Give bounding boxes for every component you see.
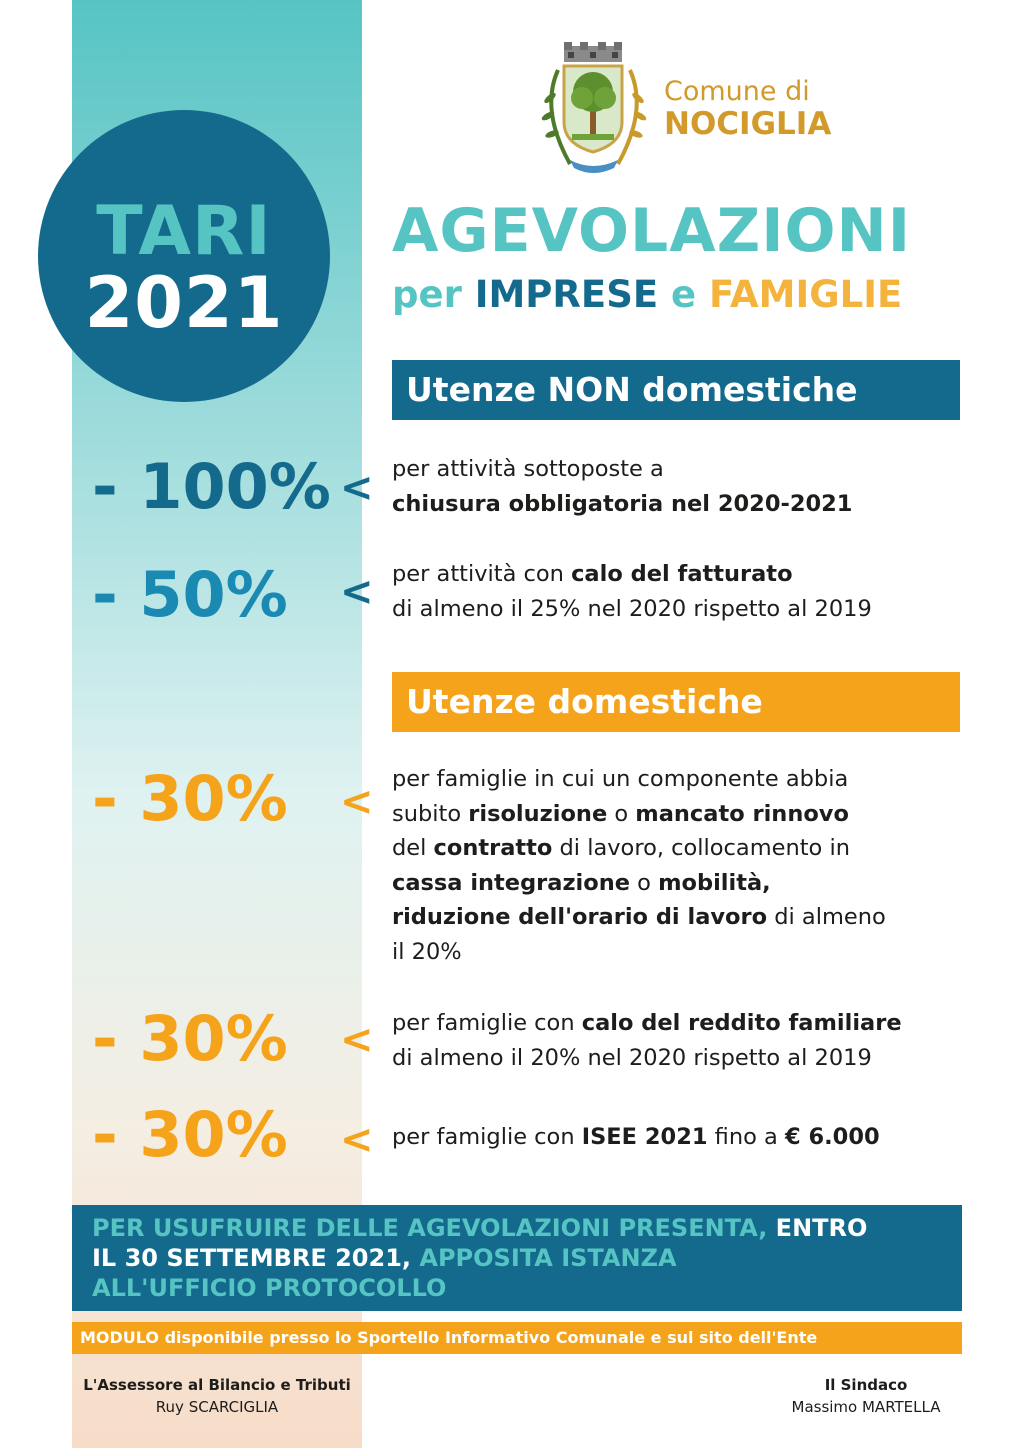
band-domestiche: Utenze domestiche [392, 672, 960, 732]
desc-text: fino a [707, 1124, 785, 1150]
modulo-notice [72, 1322, 962, 1354]
desc-bold: risoluzione [468, 800, 608, 827]
desc-line: per famiglie in cui un componente abbia [392, 766, 849, 792]
discount-50: - 50% [92, 558, 288, 631]
desc-bold: mobilità, [658, 869, 771, 896]
signature-name: Massimo MARTELLA [791, 1398, 941, 1416]
desc-30-employment [392, 762, 992, 969]
instructions-box [72, 1205, 962, 1311]
desc-50 [392, 557, 992, 626]
cta-text: ENTRO [767, 1214, 868, 1242]
cta-text: ALL'UFFICIO PROTOCOLLO [92, 1274, 447, 1302]
desc-bold: € 6.000 [784, 1124, 880, 1150]
page-subtitle [392, 272, 992, 318]
signature-role: L'Assessore al Bilancio e Tributi [83, 1376, 351, 1394]
subtitle-per: per [392, 273, 462, 316]
comune-logo [530, 40, 830, 180]
desc-bold: calo del reddito familiare [581, 1010, 902, 1036]
discount-30-employment: - 30% [92, 762, 288, 835]
desc-bold: contratto [433, 835, 553, 861]
desc-text: del [392, 835, 434, 861]
chevron-left-icon: < [340, 779, 374, 825]
desc-text: per famiglie con [392, 1010, 582, 1036]
discount-30-isee: - 30% [92, 1098, 288, 1171]
comune-name: NOCIGLIA [664, 106, 832, 142]
signature-role: Il Sindaco [824, 1376, 908, 1394]
chevron-left-icon: < [340, 569, 374, 615]
badge-line2: 2021 [84, 262, 284, 344]
desc-text: o [607, 800, 636, 827]
cta-text: PER USUFRUIRE DELLE AGEVOLAZIONI PRESENTA, [92, 1214, 768, 1242]
modulo-text: disponibile presso lo Sportello Informativo Comunale e sul sito dell'Ente [159, 1328, 818, 1347]
subtitle-famiglie: FAMIGLIE [709, 273, 903, 316]
subtitle-e: e [671, 273, 697, 316]
desc-bold: chiusura obbligatoria nel 2020-2021 [392, 490, 853, 517]
desc-bold: riduzione dell'orario di lavoro [392, 904, 768, 930]
cta-text: APPOSITA ISTANZA [411, 1244, 677, 1272]
chevron-left-icon: < [340, 465, 374, 511]
subtitle-imprese: IMPRESE [474, 273, 659, 316]
desc-line: di almeno il 20% nel 2020 rispetto al 2019 [392, 1044, 872, 1071]
desc-text: di almeno [767, 904, 886, 930]
desc-text: subito [392, 800, 469, 827]
chevron-left-icon: < [340, 1117, 374, 1163]
discount-100: - 100% [92, 450, 331, 523]
comune-label: Comune di [664, 76, 810, 107]
desc-line: di almeno il 25% nel 2020 rispetto al 2019 [392, 595, 872, 622]
desc-bold: cassa integrazione [392, 869, 630, 896]
desc-text: o [630, 869, 659, 896]
desc-line: per attività sottoposte a [392, 456, 664, 482]
desc-line: il 20% [392, 938, 462, 965]
desc-bold: mancato rinnovo [635, 800, 849, 827]
page-title: AGEVOLAZIONI [392, 196, 912, 266]
desc-text: per attività con [392, 561, 572, 587]
desc-bold: ISEE 2021 [581, 1124, 708, 1150]
cta-deadline: IL 30 SETTEMBRE 2021, [92, 1244, 412, 1272]
badge-line1: TARI [96, 192, 272, 271]
desc-100 [392, 452, 992, 521]
tari-badge [38, 110, 330, 402]
signature-sindaco [760, 1374, 972, 1418]
modulo-label: MODULO [80, 1328, 160, 1347]
desc-bold: calo del fatturato [571, 561, 793, 587]
crest-icon [530, 40, 658, 176]
desc-30-income [392, 1006, 992, 1075]
desc-30-isee [392, 1120, 992, 1155]
desc-text: per famiglie con [392, 1124, 582, 1150]
discount-30-income: - 30% [92, 1002, 288, 1075]
desc-text: di lavoro, collocamento in [552, 835, 850, 861]
signature-assessore [74, 1374, 360, 1418]
signature-name: Ruy SCARCIGLIA [155, 1398, 279, 1416]
band-non-domestiche: Utenze NON domestiche [392, 360, 960, 420]
chevron-left-icon: < [340, 1017, 374, 1063]
